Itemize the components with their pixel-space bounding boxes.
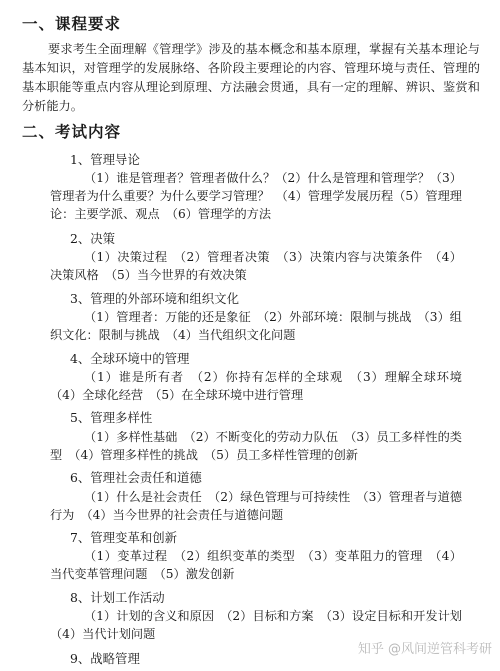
intro-paragraph: 要求考生全面理解《管理学》涉及的基本概念和基本原理，掌握有关基本理论与基本知识，对管理学的发展脉络、各阶段主要理论的内容、管理环境与责任、管理的基本职能等重点内容从理论到原理、方法融会贯通，具有一定的理解、辨识、鉴赏和分析能力。 <box>22 42 480 113</box>
topic-title: 5、管理多样性 <box>70 410 153 425</box>
topic-body: （1）计划的含义和原因 （2）目标和方案 （3）设定目标和开发计划 （4）当代计划问题 <box>50 609 475 641</box>
topic-title: 6、管理社会责任和道德 <box>70 470 202 485</box>
topic-body: （1）管理者：万能的还是象征 （2）外部环境：限制与挑战 （3）组织文化：限制与挑战 （4）当代组织文化问题 <box>50 310 462 342</box>
topic-title: 2、决策 <box>70 231 116 246</box>
topic-title: 7、管理变革和创新 <box>70 530 178 545</box>
topic-body: （1）谁是所有者 （2）你持有怎样的全球观 （3）理解全球环境 （4）全球化经营 （5）在全球环境中进行管理 <box>50 370 475 402</box>
topic-body: （1）什么是社会责任 （2）绿色管理与可持续性 （3）管理者与道德行为 （4）当今世界的社会责任与道德问题 <box>50 490 462 522</box>
watermark: 知乎 @风间逆管科考研 <box>357 642 492 657</box>
topic-body: （1）变革过程 （2）组织变革的类型 （3）变革阻力的管理 （4）当代变革管理问题 （5）激发创新 <box>50 549 462 581</box>
topic-title: 4、全球环境中的管理 <box>70 351 190 366</box>
topic-body: （1）多样性基础 （2）不断变化的劳动力队伍 （3）员工多样性的类型 （4）管理多样性的挑战 （5）员工多样性管理的创新 <box>50 430 462 462</box>
topic-title: 8、计划工作活动 <box>70 590 165 605</box>
section-heading-requirements: 一、课程要求 <box>22 15 122 33</box>
topic-title: 9、战略管理 <box>70 651 140 666</box>
section-heading-contents: 二、考试内容 <box>22 123 122 141</box>
topic-title: 3、管理的外部环境和组织文化 <box>70 291 239 306</box>
topic-body: （1）决策过程 （2）管理者决策 （3）决策内容与决策条件 （4）决策风格 （5）当今世界的有效决策 <box>50 250 462 282</box>
topic-title: 1、管理导论 <box>70 152 140 167</box>
topic-body: （1）谁是管理者？管理者做什么？（2）什么是管理和管理学？（3）管理者为什么重要？为什么要学习管理？ （4）管理学发展历程（5）管理理论：主要学派、观点 （6）管理学的方法 <box>50 171 462 221</box>
